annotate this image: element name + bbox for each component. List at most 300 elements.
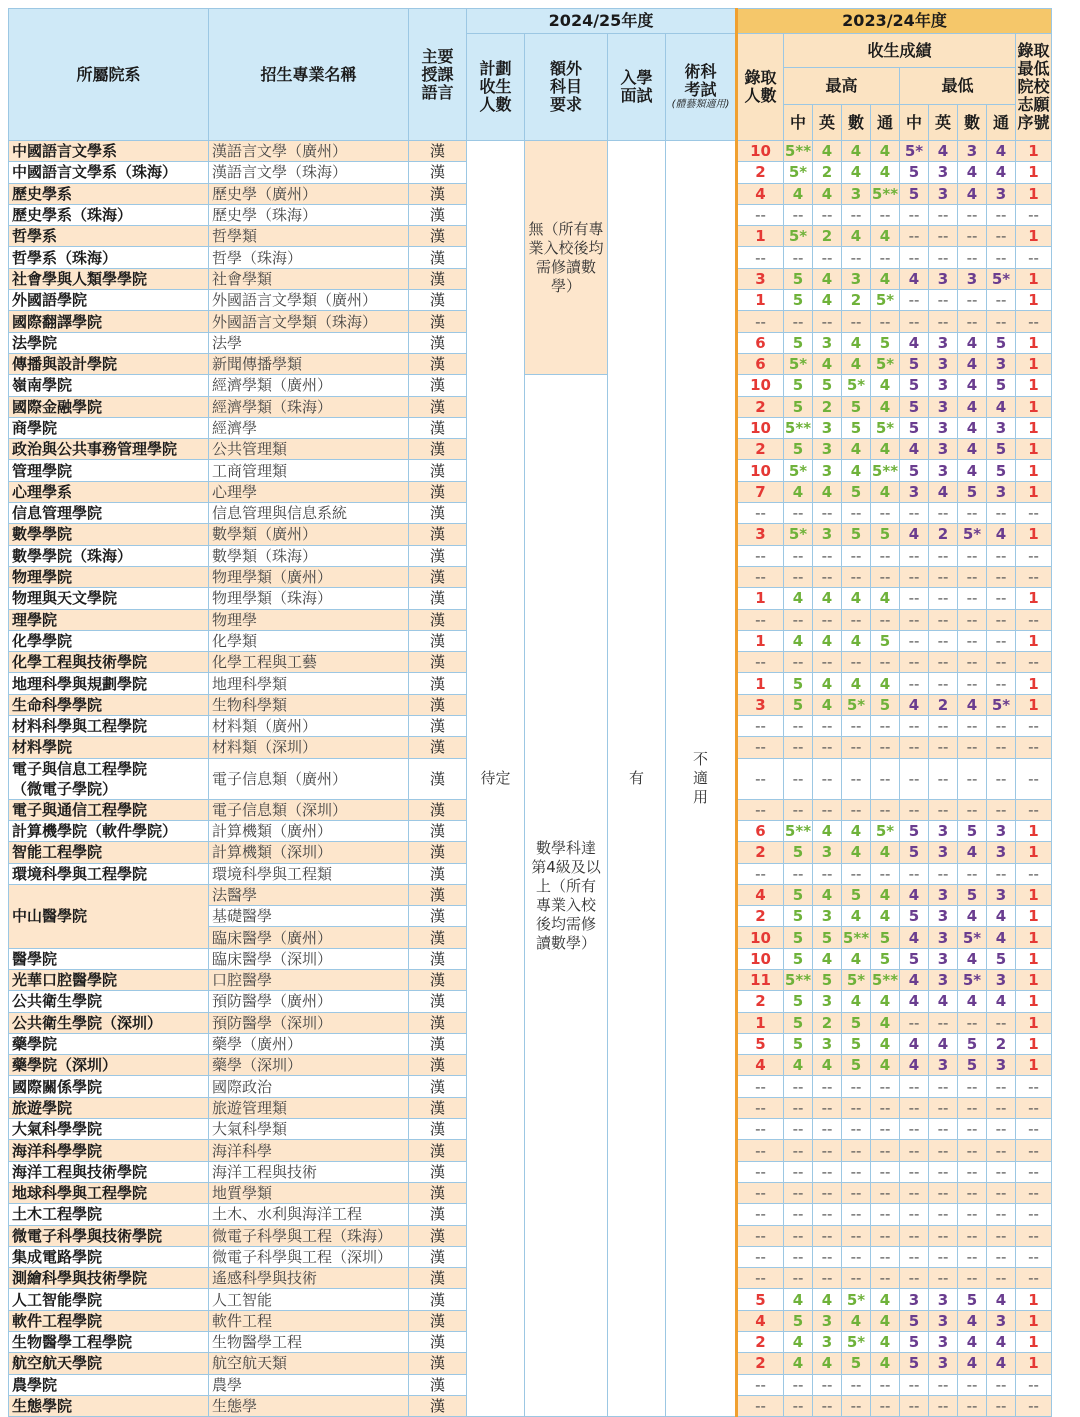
dept-cell: 外國語學院 — [9, 290, 209, 311]
lowest-grade: -- — [900, 737, 929, 758]
highest-grade: -- — [784, 311, 813, 332]
lowest-grade: -- — [987, 1246, 1016, 1267]
admitted-count: 10 — [737, 417, 784, 438]
lowest-grade: -- — [900, 716, 929, 737]
major-cell: 臨床醫學（深圳） — [209, 948, 409, 969]
min-choice: 1 — [1016, 268, 1052, 289]
lowest-grade: 3 — [929, 396, 958, 417]
lowest-grade: 2 — [929, 524, 958, 545]
major-cell: 歷史學（珠海） — [209, 204, 409, 225]
admitted-count: -- — [737, 1140, 784, 1161]
highest-grade: 5 — [842, 417, 871, 438]
highest-grade: -- — [813, 1395, 842, 1416]
lowest-grade: -- — [900, 290, 929, 311]
highest-grade: 5 — [871, 332, 900, 353]
lowest-grade: -- — [958, 545, 987, 566]
lowest-grade: 4 — [987, 162, 1016, 183]
admitted-count: 11 — [737, 969, 784, 990]
lang-cell: 漢 — [409, 332, 467, 353]
lowest-grade: 3 — [929, 1310, 958, 1331]
lowest-grade: 4 — [958, 183, 987, 204]
dept-cell: 哲學系 — [9, 226, 209, 247]
highest-grade: 4 — [813, 948, 842, 969]
lowest-grade: 5 — [900, 906, 929, 927]
highest-grade: -- — [813, 1374, 842, 1395]
highest-grade: -- — [784, 1076, 813, 1097]
min-choice: -- — [1016, 1076, 1052, 1097]
lowest-grade: 3 — [929, 842, 958, 863]
header-subject: 通 — [987, 105, 1016, 141]
highest-grade: 4 — [813, 183, 842, 204]
lowest-grade: 3 — [987, 1310, 1016, 1331]
admitted-count: -- — [737, 799, 784, 820]
highest-grade: -- — [842, 758, 871, 799]
major-cell: 經濟學 — [209, 417, 409, 438]
lowest-grade: 5 — [900, 1332, 929, 1353]
header-subject: 中 — [900, 105, 929, 141]
min-choice: -- — [1016, 758, 1052, 799]
lang-cell: 漢 — [409, 417, 467, 438]
lang-cell: 漢 — [409, 545, 467, 566]
highest-grade: -- — [813, 247, 842, 268]
lang-cell: 漢 — [409, 1033, 467, 1054]
min-choice: 1 — [1016, 460, 1052, 481]
dept-cell: 醫學院 — [9, 948, 209, 969]
lowest-grade: -- — [958, 1204, 987, 1225]
highest-grade: 4 — [842, 162, 871, 183]
highest-grade: -- — [784, 1161, 813, 1182]
lowest-grade: 4 — [958, 991, 987, 1012]
admitted-count: -- — [737, 503, 784, 524]
lowest-grade: 4 — [958, 906, 987, 927]
highest-grade: 5* — [842, 1289, 871, 1310]
highest-grade: 5 — [784, 991, 813, 1012]
major-cell: 法醫學 — [209, 884, 409, 905]
lowest-grade: -- — [958, 1076, 987, 1097]
lowest-grade: 2 — [987, 1033, 1016, 1054]
highest-grade: -- — [842, 1225, 871, 1246]
highest-grade: 2 — [813, 396, 842, 417]
admitted-count: 1 — [737, 630, 784, 651]
highest-grade: -- — [871, 863, 900, 884]
min-choice: -- — [1016, 1097, 1052, 1118]
min-choice: 1 — [1016, 948, 1052, 969]
lowest-grade: 4 — [987, 1332, 1016, 1353]
min-choice: 1 — [1016, 417, 1052, 438]
highest-grade: 4 — [842, 991, 871, 1012]
lowest-grade: 5 — [958, 884, 987, 905]
min-choice: -- — [1016, 566, 1052, 587]
lowest-grade: -- — [929, 652, 958, 673]
admitted-count: -- — [737, 247, 784, 268]
admitted-count: 2 — [737, 1353, 784, 1374]
lang-cell: 漢 — [409, 906, 467, 927]
highest-grade: -- — [784, 503, 813, 524]
min-choice: -- — [1016, 311, 1052, 332]
lowest-grade: -- — [958, 1225, 987, 1246]
min-choice: -- — [1016, 1374, 1052, 1395]
dept-cell: 政治與公共事務管理學院 — [9, 439, 209, 460]
lowest-grade: -- — [987, 1119, 1016, 1140]
highest-grade: 5 — [784, 332, 813, 353]
highest-grade: -- — [842, 716, 871, 737]
lowest-grade: 4 — [900, 439, 929, 460]
admitted-count: 3 — [737, 694, 784, 715]
lowest-grade: -- — [987, 1012, 1016, 1033]
highest-grade: -- — [813, 716, 842, 737]
highest-grade: 5* — [871, 290, 900, 311]
highest-grade: 5 — [871, 927, 900, 948]
highest-grade: 3 — [813, 1310, 842, 1331]
highest-grade: -- — [871, 1268, 900, 1289]
admitted-count: 3 — [737, 524, 784, 545]
major-cell: 預防醫學（廣州） — [209, 991, 409, 1012]
dept-cell: 軟件工程學院 — [9, 1310, 209, 1331]
highest-grade: -- — [871, 247, 900, 268]
highest-grade: 5* — [842, 1332, 871, 1353]
lowest-grade: 3 — [929, 1289, 958, 1310]
header-lowest: 最低 — [900, 68, 1016, 105]
admitted-count: 10 — [737, 948, 784, 969]
dept-cell: 微電子科學與技術學院 — [9, 1225, 209, 1246]
header-admitted: 錄取 人數 — [737, 34, 784, 141]
lowest-grade: -- — [987, 204, 1016, 225]
admitted-count: 4 — [737, 183, 784, 204]
lang-cell: 漢 — [409, 1161, 467, 1182]
dept-cell: 管理學院 — [9, 460, 209, 481]
highest-grade: 4 — [784, 1332, 813, 1353]
lang-cell: 漢 — [409, 481, 467, 502]
highest-grade: 2 — [842, 290, 871, 311]
admitted-count: -- — [737, 609, 784, 630]
min-choice: -- — [1016, 1246, 1052, 1267]
lowest-grade: 5 — [900, 1310, 929, 1331]
admitted-count: -- — [737, 204, 784, 225]
major-cell: 漢語言文學（珠海） — [209, 162, 409, 183]
lowest-grade: -- — [987, 630, 1016, 651]
lowest-grade: -- — [987, 1225, 1016, 1246]
highest-grade: -- — [784, 652, 813, 673]
lowest-grade: 3 — [929, 969, 958, 990]
highest-grade: 4 — [871, 375, 900, 396]
header-grades: 收生成績 — [784, 34, 1016, 68]
lowest-grade: -- — [929, 630, 958, 651]
lowest-grade: 4 — [900, 694, 929, 715]
major-cell: 經濟學類（珠海） — [209, 396, 409, 417]
admitted-count: -- — [737, 1076, 784, 1097]
highest-grade: -- — [813, 737, 842, 758]
lowest-grade: -- — [958, 1097, 987, 1118]
lowest-grade: 5 — [900, 396, 929, 417]
highest-grade: 3 — [813, 1332, 842, 1353]
lang-cell: 漢 — [409, 716, 467, 737]
dept-cell: 商學院 — [9, 417, 209, 438]
highest-grade: 5 — [842, 884, 871, 905]
lowest-grade: 3 — [929, 948, 958, 969]
highest-grade: 5* — [871, 820, 900, 841]
major-cell: 航空航天類 — [209, 1353, 409, 1374]
dept-cell: 測繪科學與技術學院 — [9, 1268, 209, 1289]
lowest-grade: 4 — [958, 396, 987, 417]
highest-grade: 5 — [842, 1055, 871, 1076]
highest-grade: 4 — [813, 820, 842, 841]
lowest-grade: -- — [929, 758, 958, 799]
highest-grade: -- — [871, 1161, 900, 1182]
min-choice: 1 — [1016, 524, 1052, 545]
highest-grade: 5 — [784, 884, 813, 905]
admitted-count: 2 — [737, 396, 784, 417]
lowest-grade: 5 — [987, 375, 1016, 396]
admitted-count: 4 — [737, 1310, 784, 1331]
lowest-grade: -- — [987, 1182, 1016, 1203]
admitted-count: 2 — [737, 439, 784, 460]
highest-grade: 4 — [842, 820, 871, 841]
highest-grade: 5** — [871, 184, 899, 203]
lowest-grade: -- — [958, 630, 987, 651]
highest-grade: -- — [813, 311, 842, 332]
admitted-count: 4 — [737, 1055, 784, 1076]
highest-grade: 4 — [871, 906, 900, 927]
lang-cell: 漢 — [409, 1204, 467, 1225]
lowest-grade: -- — [900, 1012, 929, 1033]
header-interview: 入學 面試 — [608, 34, 666, 141]
lowest-grade: -- — [929, 247, 958, 268]
min-choice: 1 — [1016, 630, 1052, 651]
major-cell: 社會學類 — [209, 268, 409, 289]
lowest-grade: -- — [987, 1374, 1016, 1395]
highest-grade: 5* — [842, 375, 871, 396]
highest-grade: -- — [813, 863, 842, 884]
lowest-grade: -- — [929, 1140, 958, 1161]
lowest-grade: 3 — [987, 969, 1016, 990]
dept-cell: 航空航天學院 — [9, 1353, 209, 1374]
min-choice: 1 — [1016, 1310, 1052, 1331]
highest-grade: 4 — [871, 1012, 900, 1033]
header-extra: 額外 科目 要求 — [525, 34, 608, 141]
lowest-grade: -- — [987, 247, 1016, 268]
lowest-grade: -- — [958, 247, 987, 268]
admitted-count: 1 — [737, 226, 784, 247]
highest-grade: 4 — [871, 1353, 900, 1374]
dept-cell: 生態學院 — [9, 1395, 209, 1416]
lowest-grade: -- — [987, 863, 1016, 884]
lowest-grade: 4 — [958, 1353, 987, 1374]
lowest-grade: 3 — [929, 417, 958, 438]
admitted-count: 5 — [737, 1033, 784, 1054]
highest-grade: -- — [871, 1076, 900, 1097]
lowest-grade: -- — [929, 1182, 958, 1203]
lowest-grade: -- — [958, 311, 987, 332]
highest-grade: 4 — [871, 226, 900, 247]
lowest-grade: -- — [987, 290, 1016, 311]
lowest-grade: 5 — [987, 948, 1016, 969]
highest-grade: 4 — [842, 906, 871, 927]
highest-grade: 5* — [842, 694, 871, 715]
lowest-grade: 5 — [900, 820, 929, 841]
major-cell: 海洋工程與技術 — [209, 1161, 409, 1182]
dept-cell: 光華口腔醫學院 — [9, 969, 209, 990]
lowest-grade: 4 — [958, 353, 987, 374]
highest-grade: 5* — [784, 524, 813, 545]
highest-grade: -- — [813, 204, 842, 225]
lowest-grade: -- — [900, 1246, 929, 1267]
header-major: 招生專業名稱 — [209, 9, 409, 141]
major-cell: 大氣科學類 — [209, 1119, 409, 1140]
highest-grade: -- — [871, 799, 900, 820]
highest-grade: 5** — [784, 419, 812, 437]
lowest-grade: 4 — [958, 417, 987, 438]
lang-cell: 漢 — [409, 969, 467, 990]
highest-grade: -- — [842, 1374, 871, 1395]
min-choice: 1 — [1016, 820, 1052, 841]
lowest-grade: -- — [958, 609, 987, 630]
lowest-grade: -- — [900, 758, 929, 799]
major-cell: 預防醫學（深圳） — [209, 1012, 409, 1033]
highest-grade: 5 — [842, 1353, 871, 1374]
lang-cell: 漢 — [409, 396, 467, 417]
major-cell: 微電子科學與工程（深圳） — [209, 1246, 409, 1267]
lowest-grade: -- — [929, 1374, 958, 1395]
highest-grade: 4 — [784, 481, 813, 502]
major-cell: 旅遊管理類 — [209, 1097, 409, 1118]
dept-cell: 智能工程學院 — [9, 842, 209, 863]
header-subject: 通 — [871, 105, 900, 141]
highest-grade: -- — [871, 1097, 900, 1118]
highest-grade: 5** — [784, 142, 812, 161]
lowest-grade: -- — [958, 1374, 987, 1395]
lang-cell: 漢 — [409, 375, 467, 396]
dept-cell: 材料學院 — [9, 737, 209, 758]
lowest-grade: 4 — [900, 268, 929, 289]
highest-grade: 5 — [784, 694, 813, 715]
highest-grade: -- — [784, 566, 813, 587]
min-choice: 1 — [1016, 332, 1052, 353]
highest-grade: -- — [784, 1182, 813, 1203]
lowest-grade: 4 — [958, 1332, 987, 1353]
major-cell: 歷史學（廣州） — [209, 183, 409, 204]
lang-cell: 漢 — [409, 524, 467, 545]
lowest-grade: -- — [900, 863, 929, 884]
min-choice: 1 — [1016, 588, 1052, 609]
major-cell: 藥學（廣州） — [209, 1033, 409, 1054]
lowest-grade: 3 — [929, 906, 958, 927]
lowest-grade: 4 — [900, 927, 929, 948]
admitted-count: 2 — [737, 162, 784, 183]
highest-grade: -- — [784, 758, 813, 799]
highest-grade: 4 — [813, 673, 842, 694]
lowest-grade: 3 — [929, 439, 958, 460]
admitted-count: -- — [737, 1204, 784, 1225]
highest-grade: -- — [813, 652, 842, 673]
highest-grade: 4 — [813, 884, 842, 905]
lang-cell: 漢 — [409, 503, 467, 524]
lowest-grade: -- — [958, 588, 987, 609]
lowest-grade: -- — [987, 609, 1016, 630]
major-cell: 生物醫學工程 — [209, 1332, 409, 1353]
lang-cell: 漢 — [409, 588, 467, 609]
lowest-grade: -- — [987, 1140, 1016, 1161]
highest-grade: -- — [871, 609, 900, 630]
highest-grade: -- — [842, 545, 871, 566]
admitted-count: 7 — [737, 481, 784, 502]
highest-grade: -- — [871, 503, 900, 524]
min-choice: 1 — [1016, 969, 1052, 990]
major-cell: 生物科學類 — [209, 694, 409, 715]
highest-grade: 5 — [842, 1012, 871, 1033]
admitted-count: 1 — [737, 673, 784, 694]
admitted-count: -- — [737, 1374, 784, 1395]
admitted-count: -- — [737, 545, 784, 566]
min-choice: 1 — [1016, 1012, 1052, 1033]
lowest-grade: -- — [987, 1161, 1016, 1182]
highest-grade: -- — [813, 1225, 842, 1246]
highest-grade: -- — [813, 1140, 842, 1161]
major-cell: 材料類（廣州） — [209, 716, 409, 737]
highest-grade: -- — [842, 311, 871, 332]
lang-cell: 漢 — [409, 1353, 467, 1374]
major-cell: 漢語言文學（廣州） — [209, 141, 409, 162]
lowest-grade: 4 — [987, 927, 1016, 948]
lang-cell: 漢 — [409, 353, 467, 374]
major-cell: 哲學（珠海） — [209, 247, 409, 268]
header-subject: 英 — [813, 105, 842, 141]
lowest-grade: 4 — [929, 991, 958, 1012]
lowest-grade: 3 — [929, 332, 958, 353]
major-cell: 化學工程與工藝 — [209, 652, 409, 673]
lowest-grade: -- — [929, 204, 958, 225]
lowest-grade: 4 — [958, 1310, 987, 1331]
lowest-grade: -- — [929, 737, 958, 758]
header-year-2324: 2023/24年度 — [737, 9, 1052, 34]
highest-grade: -- — [784, 204, 813, 225]
highest-grade: 2 — [813, 226, 842, 247]
lowest-grade: 3 — [987, 417, 1016, 438]
lang-cell: 漢 — [409, 204, 467, 225]
lowest-grade: 5 — [900, 162, 929, 183]
dept-cell: 電子與通信工程學院 — [9, 799, 209, 820]
dept-cell: 海洋科學學院 — [9, 1140, 209, 1161]
lowest-grade: -- — [958, 1182, 987, 1203]
highest-grade: -- — [842, 1204, 871, 1225]
highest-grade: 5 — [813, 927, 842, 948]
dept-cell: 信息管理學院 — [9, 503, 209, 524]
highest-grade: 5 — [784, 1310, 813, 1331]
major-cell: 地理科學類 — [209, 673, 409, 694]
highest-grade: -- — [871, 758, 900, 799]
lowest-grade: -- — [900, 1076, 929, 1097]
dept-cell: 生物醫學工程學院 — [9, 1332, 209, 1353]
admitted-count: 6 — [737, 353, 784, 374]
admitted-count: -- — [737, 1119, 784, 1140]
highest-grade: 4 — [871, 141, 900, 162]
highest-grade: -- — [871, 737, 900, 758]
lowest-grade: -- — [929, 1161, 958, 1182]
admitted-count: -- — [737, 652, 784, 673]
min-choice: 1 — [1016, 884, 1052, 905]
lang-cell: 漢 — [409, 737, 467, 758]
highest-grade: 5 — [871, 694, 900, 715]
lowest-grade: -- — [900, 503, 929, 524]
highest-grade: -- — [813, 503, 842, 524]
lowest-grade: 3 — [929, 375, 958, 396]
lowest-grade: 3 — [987, 481, 1016, 502]
highest-grade: -- — [871, 311, 900, 332]
lang-cell: 漢 — [409, 884, 467, 905]
major-cell: 信息管理與信息系統 — [209, 503, 409, 524]
highest-grade: -- — [871, 1246, 900, 1267]
lang-cell: 漢 — [409, 1055, 467, 1076]
lowest-grade: 4 — [900, 884, 929, 905]
